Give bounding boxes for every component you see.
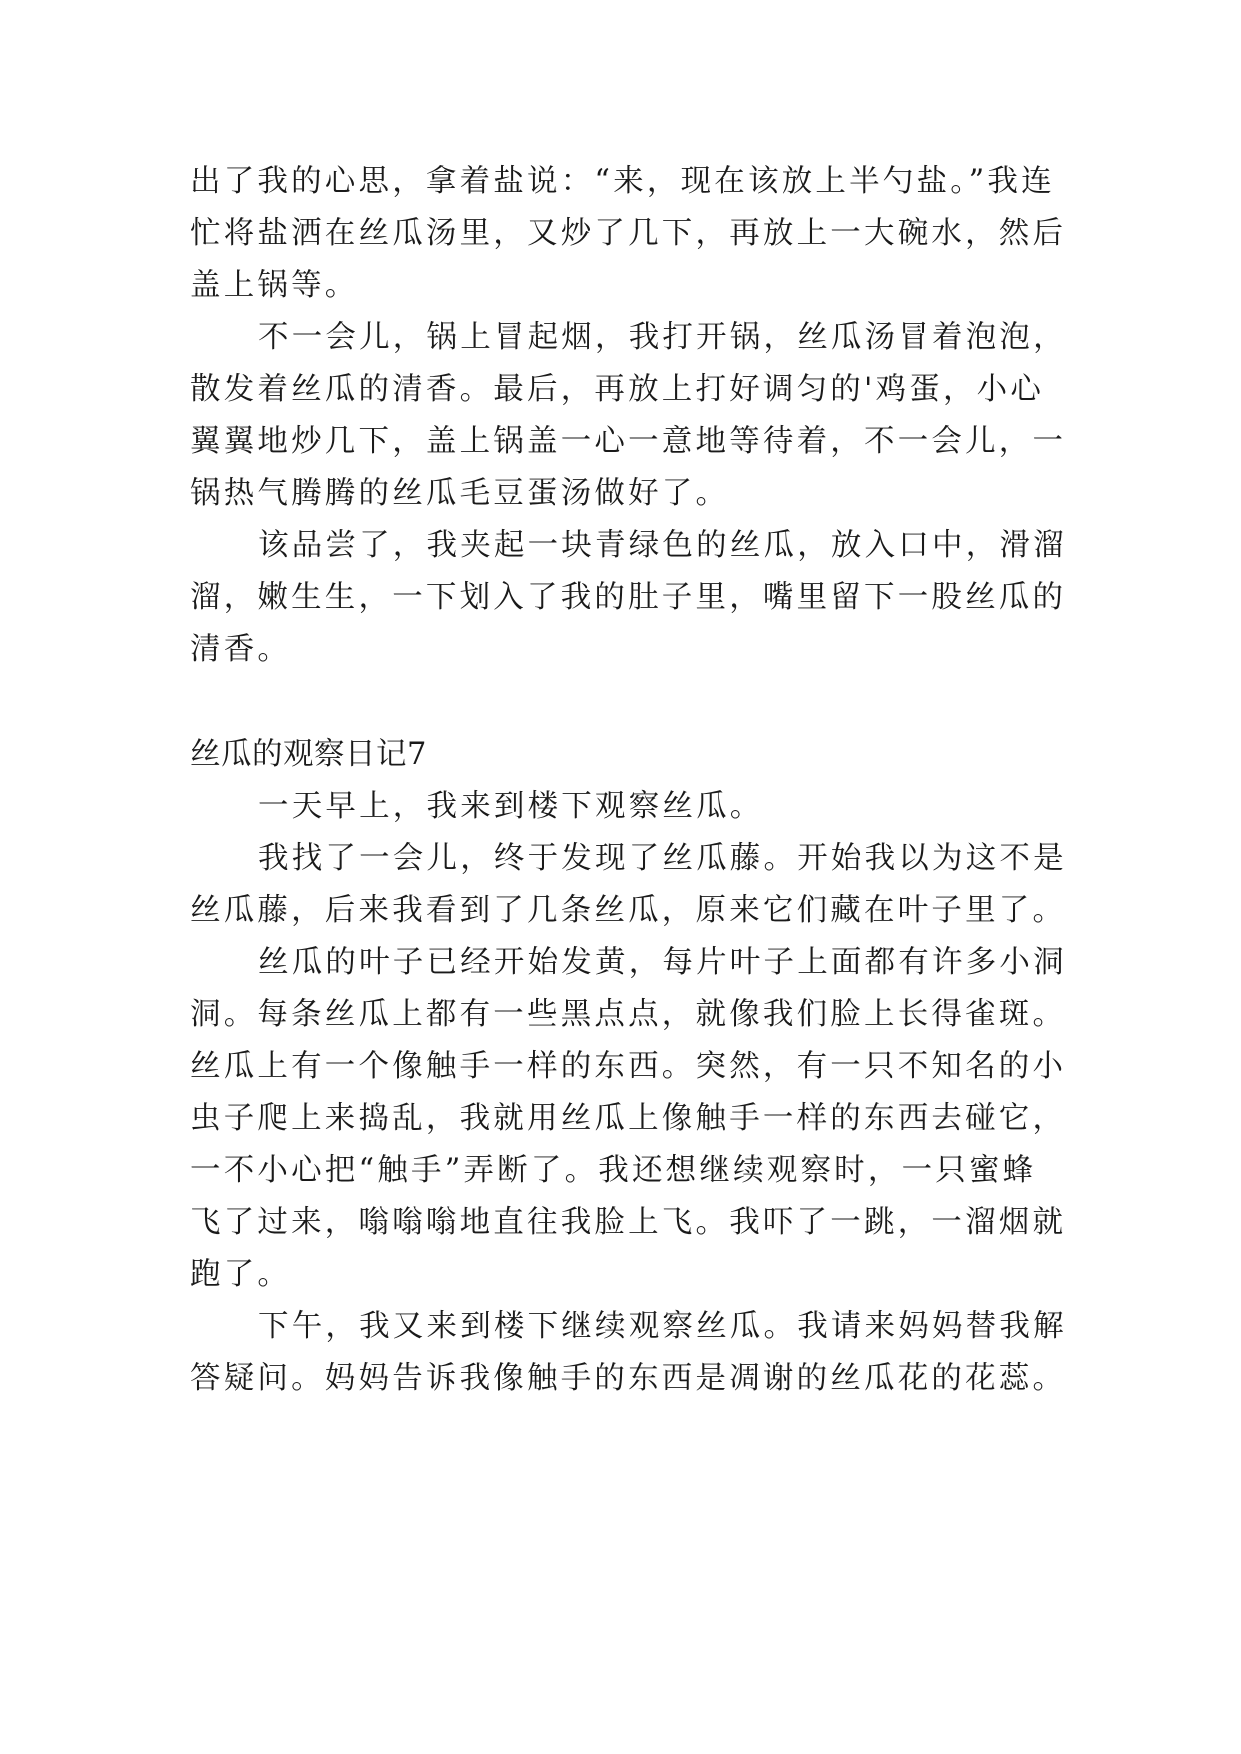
- text-line: 跑了。: [190, 1257, 292, 1292]
- text-line: 散发着丝瓜的清香。最后，再放上打好调匀的'鸡蛋，小心: [190, 372, 1045, 407]
- paragraph-start-line: 我找了一会儿，终于发现了丝瓜藤。开始我以为这不是: [258, 841, 1067, 876]
- paragraph-start-line: 一天早上，我来到楼下观察丝瓜。: [258, 789, 764, 824]
- paragraph-start-line: 丝瓜的叶子已经开始发黄，每片叶子上面都有许多小洞: [258, 945, 1067, 980]
- paragraph-start-line: 该品尝了，我夹起一块青绿色的丝瓜，放入口中，滑溜: [258, 528, 1067, 563]
- section-title: 丝瓜的观察日记7: [190, 737, 427, 772]
- text-line: 丝瓜上有一个像触手一样的东西。突然，有一只不知名的小: [190, 1049, 1067, 1084]
- text-line: 锅热气腾腾的丝瓜毛豆蛋汤做好了。: [190, 476, 730, 511]
- text-line: 翼翼地炒几下，盖上锅盖一心一意地等待着，不一会儿，一: [190, 424, 1067, 459]
- text-line: 飞了过来，嗡嗡嗡地直往我脸上飞。我吓了一跳，一溜烟就: [190, 1205, 1067, 1240]
- text-line: 虫子爬上来捣乱，我就用丝瓜上像触手一样的东西去碰它，: [190, 1101, 1067, 1136]
- text-line: 一不小心把“触手”弄断了。我还想继续观察时，一只蜜蜂: [190, 1153, 1037, 1188]
- text-line: 丝瓜藤，后来我看到了几条丝瓜，原来它们藏在叶子里了。: [190, 893, 1067, 928]
- text-line: 溜，嫩生生，一下划入了我的肚子里，嘴里留下一股丝瓜的: [190, 580, 1067, 615]
- paragraph-start-line: 不一会儿，锅上冒起烟，我打开锅，丝瓜汤冒着泡泡，: [258, 320, 1067, 355]
- text-line: 忙将盐洒在丝瓜汤里，又炒了几下，再放上一大碗水，然后: [190, 216, 1067, 251]
- text-line: 出了我的心思，拿着盐说：“来，现在该放上半勺盐。”我连: [190, 164, 1055, 199]
- text-line: 清香。: [190, 632, 292, 667]
- text-line: 洞。每条丝瓜上都有一些黑点点，就像我们脸上长得雀斑。: [190, 997, 1067, 1032]
- text-line: 答疑问。妈妈告诉我像触手的东西是凋谢的丝瓜花的花蕊。: [190, 1361, 1067, 1396]
- text-line: 盖上锅等。: [190, 268, 359, 303]
- paragraph-start-line: 下午，我又来到楼下继续观察丝瓜。我请来妈妈替我解: [258, 1309, 1067, 1344]
